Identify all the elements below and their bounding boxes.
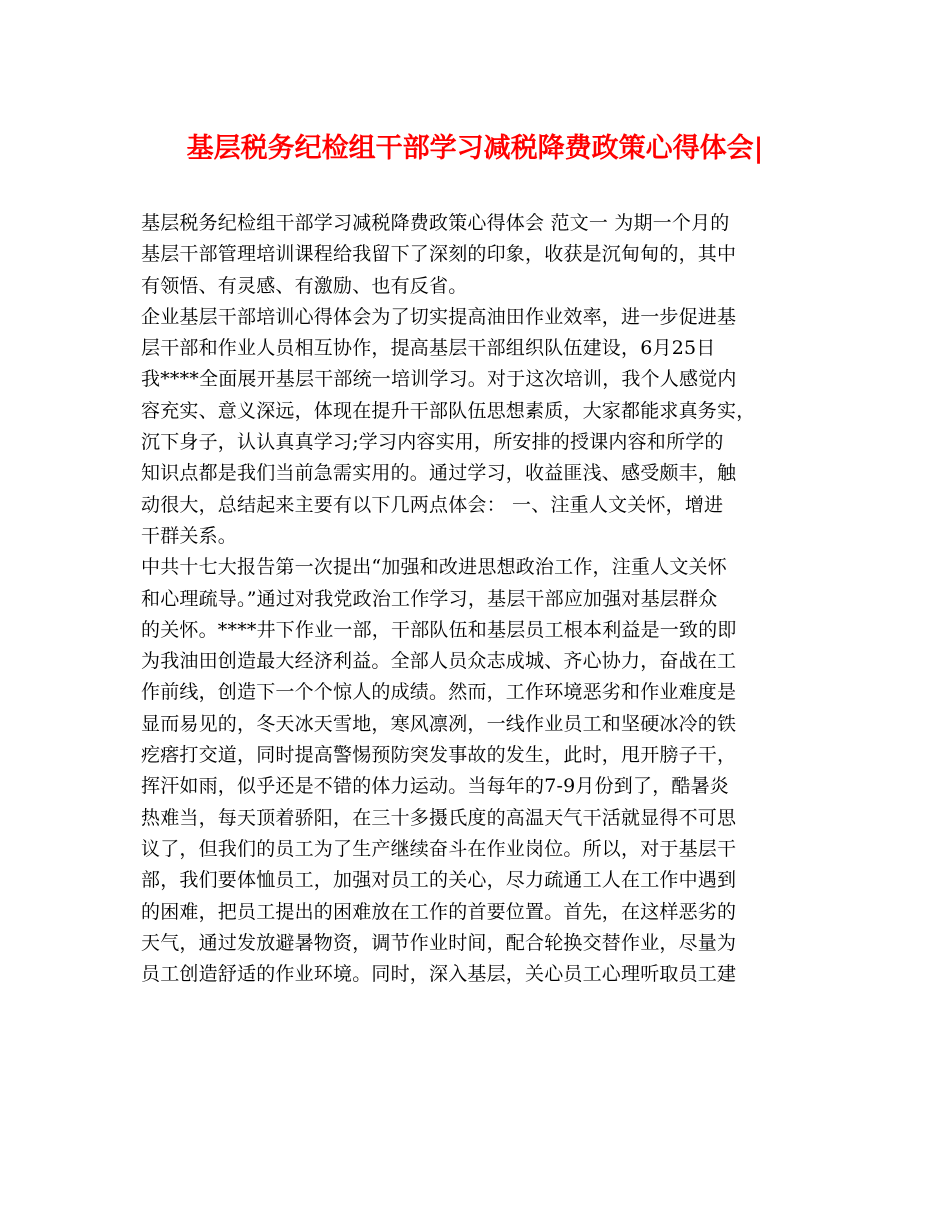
document-body: [141, 208, 821, 990]
text-line: 容充实、意义深远，体现在提升干部队伍思想素质，大家都能求真务实，: [141, 399, 756, 422]
text-line: 的困难，把员工提出的困难放在工作的首要位置。首先，在这样恶劣的: [141, 900, 737, 923]
document-title: 基层税务纪检组干部学习减税降费政策心得体会|: [186, 133, 764, 164]
text-line: 挥汗如雨，似乎还是不错的体力运动。当每年的7-9月份到了，酷暑炎: [141, 775, 729, 798]
text-line: 疙瘩打交道，同时提高警惕预防突发事故的发生，此时，甩开膀子干，: [141, 744, 737, 767]
text-line: 议了，但我们的员工为了生产继续奋斗在作业岗位。所以，对于基层干: [141, 837, 737, 860]
text-line: 天气，通过发放避暑物资，调节作业时间，配合轮换交替作业，尽量为: [141, 931, 737, 954]
text-line: 基层干部管理培训课程给我留下了深刻的印象，收获是沉甸甸的，其中: [141, 243, 737, 266]
text-line: 的关怀。****井下作业一部，干部队伍和基层员工根本利益是一致的即: [141, 618, 737, 641]
text-line: 作前线，创造下一个个惊人的成绩。然而，工作环境恶劣和作业难度是: [141, 681, 737, 704]
text-line: 员工创造舒适的作业环境。同时，深入基层，关心员工心理听取员工建: [141, 963, 737, 986]
text-line: 企业基层干部培训心得体会为了切实提高油田作业效率，进一步促进基: [141, 305, 737, 328]
text-line: 知识点都是我们当前急需实用的。通过学习，收益匪浅、感受颇丰，触: [141, 462, 737, 485]
text-line: 部，我们要体恤员工，加强对员工的关心，尽力疏通工人在工作中遇到: [141, 869, 737, 892]
text-line: 我****全面展开基层干部统一培训学习。对于这次培训，我个人感觉内: [141, 368, 737, 391]
text-line: 层干部和作业人员相互协作，提高基层干部组织队伍建设，6月25日: [141, 337, 716, 360]
text-line: 显而易见的，冬天冰天雪地，寒风凛冽，一线作业员工和坚硬冰冷的铁: [141, 712, 737, 735]
text-line: 和心理疏导。”通过对我党政治工作学习，基层干部应加强对基层群众: [141, 587, 718, 610]
text-line: 沉下身子，认认真真学习;学习内容实用，所安排的授课内容和所学的: [141, 431, 724, 454]
text-line: 热难当，每天顶着骄阳，在三十多摄氏度的高温天气干活就显得不可思: [141, 806, 737, 829]
text-line: 干群关系。: [141, 524, 238, 547]
text-line: 为我油田创造最大经济利益。全部人员众志成城、齐心协力，奋战在工: [141, 650, 737, 673]
text-line: 动很大，总结起来主要有以下几两点体会： 一、注重人文关怀，增进: [141, 493, 724, 516]
text-line: 有领悟、有灵感、有激励、也有反省。: [141, 274, 468, 297]
text-line: 中共十七大报告第一次提出“加强和改进思想政治工作，注重人文关怀: [141, 556, 727, 579]
text-line: 基层税务纪检组干部学习减税降费政策心得体会 范文一 为期一个月的: [141, 212, 730, 234]
